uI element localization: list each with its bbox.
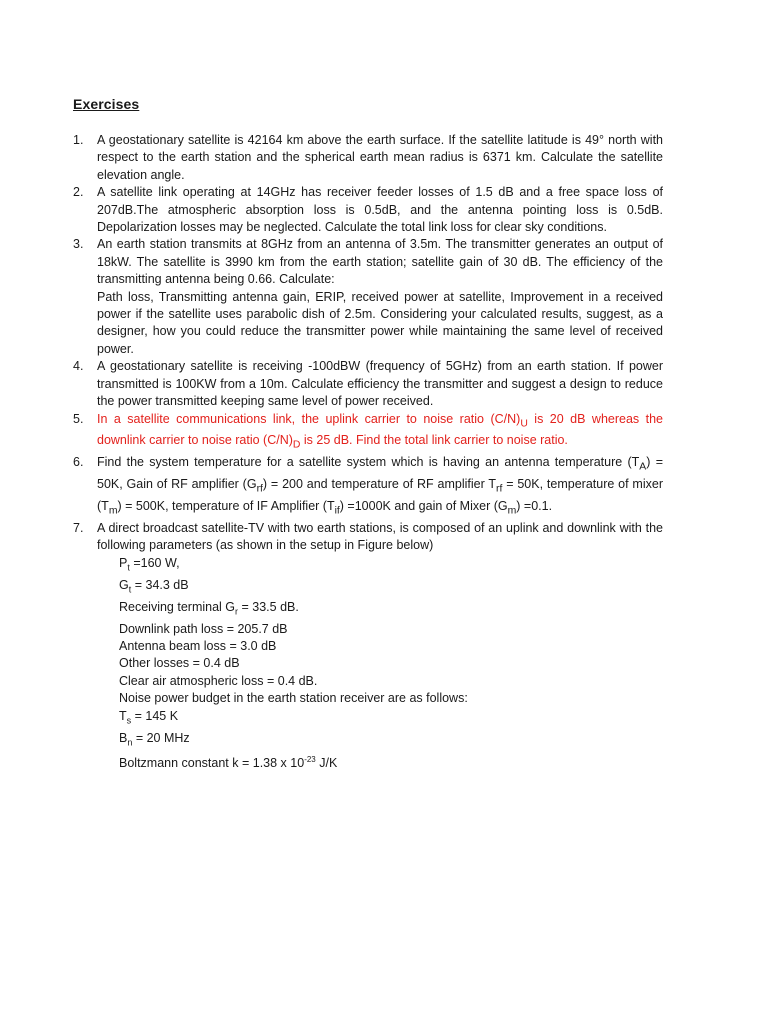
exercise-item-2 xyxy=(73,184,663,236)
exercise-item-5 xyxy=(73,411,663,455)
exercise-number: 4. xyxy=(73,359,84,374)
exercise-item-1 xyxy=(73,132,663,184)
exercise-text: In a satellite communications link, the uplink carrier to noise ratio $(C/N)_U$ is 20 dB whereas the downlink carrier to noise ratio $(C/N)_D$ is 25 dB. Find the total link carrier to noise ratio. xyxy=(97,411,663,451)
exercise-text: A satellite link operating at 14GHz has receiver feeder losses of 1.5 dB and a free space loss of 207dB.The atmospheric absorption loss is 0.5dB, and the antenna pointing loss is 0.5dB. Depolarization losses may be neglected. Calculate the total link loss for clear sky conditions. xyxy=(97,185,663,235)
param-beam-loss: Antenna beam loss = 3.0 dB xyxy=(119,638,277,653)
exercise-number: 7. xyxy=(73,521,84,536)
exercise-number: 1. xyxy=(73,133,84,147)
param-ts: $T_s = 145$ K xyxy=(119,708,179,726)
exercise-subtext: Path loss, Transmitting antenna gain, ERIP, received power at satellite, Improvement in a received power if the satellite uses parabolic dish of 2.5m. Considering your calculated results, suggest, as a designer, how you could reduce the transmitter power while maintaining the same level of received power. xyxy=(97,289,663,356)
exercise-text: A geostationary satellite is receiving -100dBW (frequency of 5GHz) from an earth station. If power transmitted is 100KW from a 10m. Calculate efficiency the transmitter and suggest a design to reduce the power transmitted keeping same level of power received. xyxy=(97,359,663,409)
param-bn: $B_n = 20$ MHz xyxy=(119,730,190,747)
param-downlink-loss: Downlink path loss = 205.7 dB xyxy=(119,621,288,636)
exercise-item-6 xyxy=(73,454,663,520)
exercise-text: An earth station transmits at 8GHz from an antenna of 3.5m. The transmitter generates an output of 18kW. The satellite is 3990 km from the earth station; satellite gain of 30 dB. The efficiency of the transmitting antenna being 0.66. Calculate: xyxy=(97,237,663,287)
param-gt: $G_t = 34.3$ dB xyxy=(119,577,189,595)
exercise-item-3 xyxy=(73,236,663,358)
page-heading: Exercises xyxy=(73,96,140,112)
param-boltzmann: Boltzmann constant k = 1.38 x $10^{-23}$ J/K xyxy=(119,755,338,771)
exercise-text: Find the system temperature for a satellite system which is having an antenna temperature $(T_A) = 50K$, Gain of RF amplifier $(G_{rf}) = 200$ and temperature of RF amplifier $T_{rf} = 50K$, temperature of mixer $(T_m) = 500K$, temperature of IF Amplifier $(T_{if}) =1000K$ and gain of Mixer $(G_m) =0.1$. xyxy=(97,455,663,517)
param-atmospheric-loss: Clear air atmospheric loss = 0.4 dB. xyxy=(119,673,318,688)
parameter-list xyxy=(97,555,663,773)
exercise-number: 3. xyxy=(73,237,84,252)
exercise-item-4 xyxy=(73,358,663,410)
param-other-losses: Other losses = 0.4 dB xyxy=(119,656,240,671)
exercise-number: 5. xyxy=(73,411,84,426)
exercise-text: A direct broadcast satellite-TV with two earth stations, is composed of an uplink and downlink with the following parameters (as shown in the setup in Figure below) xyxy=(97,521,663,553)
exercise-number: 6. xyxy=(73,455,84,470)
exercise-item-7 xyxy=(73,520,663,773)
exercise-text: A geostationary satellite is 42164 km above the earth surface. If the satellite latitude is 49° north with respect to the earth station and the spherical earth mean radius is 6371 km. Calculate the satellite elevation angle. xyxy=(97,133,663,182)
param-pt: $P_t =160$ W, xyxy=(119,555,180,573)
exercise-number: 2. xyxy=(73,185,84,200)
param-gr: Receiving terminal $G_r = 33.5$ dB. xyxy=(119,599,299,617)
param-noise-heading: Noise power budget in the earth station receiver are as follows: xyxy=(119,691,468,706)
exercise-list xyxy=(73,132,663,773)
